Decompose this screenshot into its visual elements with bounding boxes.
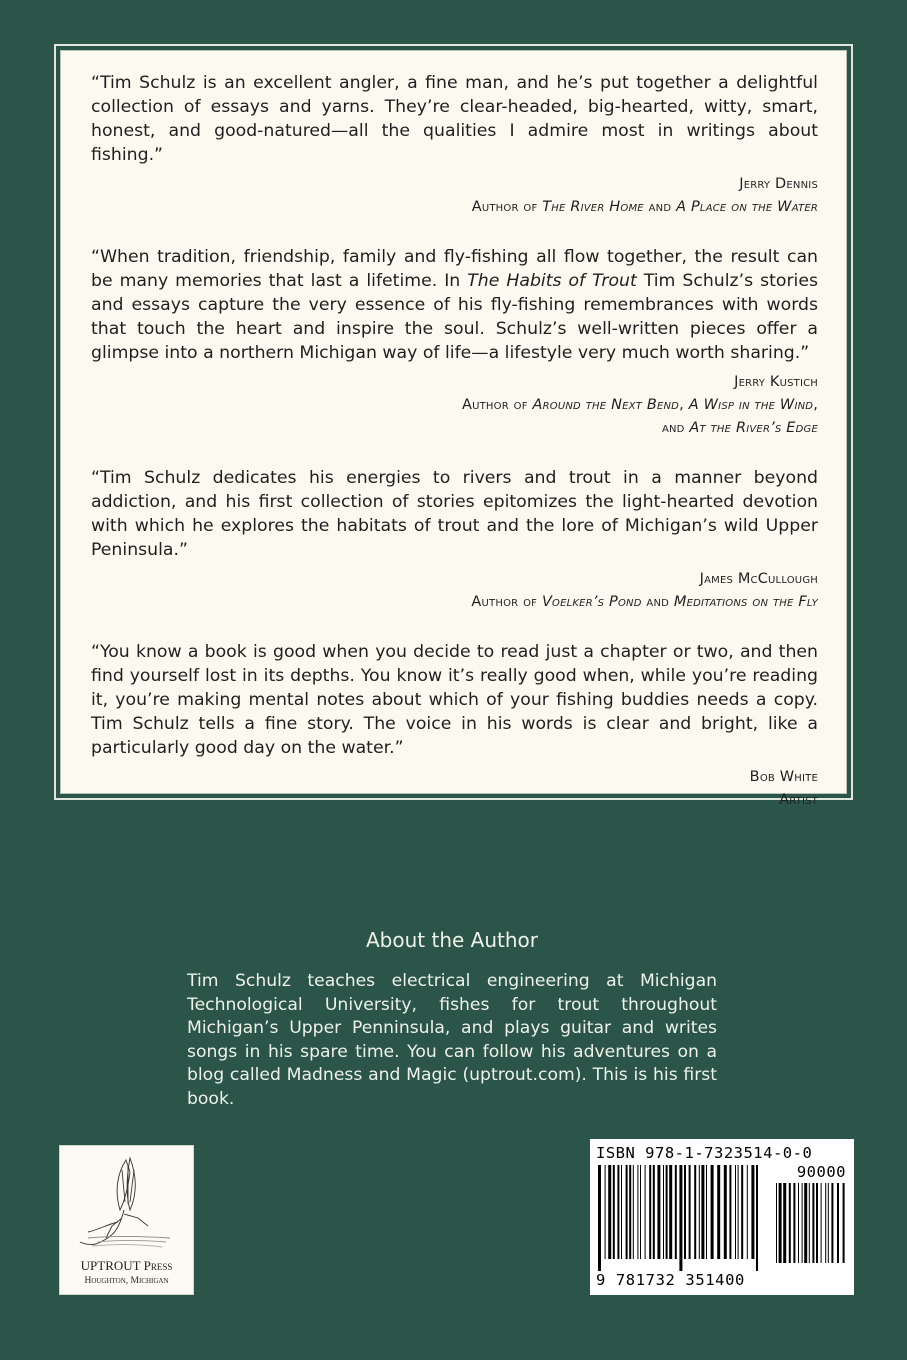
barcode-bar — [816, 1183, 818, 1263]
ean-digits: 9 781732 351400 — [596, 1271, 745, 1289]
barcode-bar — [706, 1165, 707, 1259]
barcode-bar — [809, 1183, 810, 1263]
blurb-mccullough — [91, 466, 818, 614]
credit-text: Author of — [461, 397, 533, 413]
blurb-white — [91, 640, 818, 812]
barcode-bar — [679, 1165, 682, 1271]
blurb-attribution — [91, 371, 818, 440]
barcode-bar — [776, 1183, 777, 1263]
barcode-bar — [804, 1183, 807, 1263]
barcode-bar — [653, 1165, 655, 1259]
about-author-section — [187, 928, 717, 1111]
credit-text: , — [679, 397, 689, 413]
mayfly-icon — [78, 1152, 176, 1252]
blurb-credit-line — [91, 196, 818, 219]
barcode-bar — [831, 1183, 833, 1263]
barcode-bar — [783, 1183, 786, 1263]
credit-text: Author of — [471, 594, 542, 610]
blurb-role: Artist — [779, 792, 818, 808]
barcode-bar — [699, 1165, 700, 1259]
barcode-bars — [596, 1165, 762, 1271]
barcode-bar — [711, 1165, 714, 1259]
barcode-bar — [717, 1165, 720, 1259]
barcode-bar — [605, 1165, 606, 1259]
barcode-bar — [694, 1165, 696, 1259]
barcode-bar — [741, 1165, 743, 1259]
credit-title: Voelker’s Pond — [541, 594, 642, 610]
blurb-credit-line — [91, 591, 818, 614]
publisher-location: Houghton, Michigan — [84, 1276, 169, 1286]
blurb-text-part: Tim Schulz’s stories and essays capture the very essence of his fly-fishing remembrances with words that touch the heart and inspire the soul. Schulz’s well-written pieces offer a glimpse into a northern Michigan way of life—a lifestyle very much worth sharing.” — [91, 271, 818, 363]
barcode-bar — [825, 1183, 826, 1263]
barcode-bar — [843, 1183, 845, 1263]
credit-text: , — [813, 397, 818, 413]
barcode-bar — [821, 1183, 822, 1263]
blurb-attribution — [91, 173, 818, 219]
barcode-addon-bars — [774, 1183, 846, 1275]
isbn-number: ISBN 978-1-7323514-0-0 — [596, 1144, 813, 1162]
barcode-bar — [684, 1165, 686, 1259]
barcode-bar — [617, 1165, 619, 1259]
barcode-bar — [645, 1165, 646, 1259]
credit-title: At the River’s Edge — [689, 420, 818, 436]
barcode-bar — [613, 1165, 615, 1259]
credit-text: and — [641, 594, 674, 610]
barcode-bar — [633, 1165, 634, 1259]
credit-text: and — [643, 199, 677, 215]
isbn-barcode — [590, 1139, 854, 1295]
barcode-bar — [701, 1165, 704, 1259]
blurb-dennis — [91, 71, 818, 219]
credit-text: Author of — [471, 199, 543, 215]
blurb-text: “Tim Schulz dedicates his energies to rivers and trout in a manner beyond addiction, and his first collection of stories epitomizes the light-hearted devotion with which he explores the habitats of trout and the lore of Michigan’s wild Upper Peninsula.” — [91, 468, 818, 560]
publisher-name: UPTROUT Press — [80, 1258, 173, 1273]
blurb-attribution — [91, 766, 818, 812]
barcode-bar — [626, 1165, 628, 1259]
barcode-bar — [756, 1165, 758, 1271]
barcode-bar — [828, 1183, 829, 1263]
barcode-bar — [779, 1183, 782, 1263]
blurb-credit-line — [91, 417, 818, 440]
blurb-text: “Tim Schulz is an excellent angler, a fine man, and he’s put together a delightful collection of essays and yarns. They’re clear-headed, big-hearted, witty, smart, honest, and good-natured—all the qualities I admire most in writings about fishing.” — [91, 73, 818, 165]
barcode-bar — [663, 1165, 664, 1259]
credit-title: A Wisp in the Wind — [688, 397, 814, 413]
barcode-bar — [837, 1183, 839, 1263]
barcode-bar — [729, 1165, 731, 1259]
credit-text: and — [661, 420, 690, 436]
barcode-bar — [793, 1183, 795, 1263]
blurb-text: “You know a book is good when you decide to read just a chapter or two, and then find yourself lost in its depths. You know it’s really good when, while you’re reading it, you’re making mental notes about which of your fishing buddies needs a copy. Tim Schulz tells a fine story. The voice in his words is clear and bright, like a particularly good day on the water.” — [91, 642, 818, 758]
barcode-bar — [621, 1165, 622, 1259]
barcode-bar — [812, 1183, 814, 1263]
blurbs-inner — [60, 50, 847, 808]
blurb-author: Jerry Kustich — [734, 374, 818, 390]
barcode-bar — [735, 1165, 736, 1259]
barcode-bar — [657, 1165, 660, 1259]
credit-title: Around the Next Bend — [532, 397, 680, 413]
barcode-bar — [608, 1165, 611, 1259]
about-heading: About the Author — [365, 928, 538, 952]
blurb-credit-line — [91, 394, 818, 417]
blurb-book-title: The Habits of Trout — [467, 271, 637, 291]
about-text: Tim Schulz teaches electrical engineering at Michigan Technological University, fishes for trout throughout Michigan’s Upper Penninsula, and plays guitar and writes songs in his spare time. You can follow his adventures on a blog called Madness and Magic (uptrout.com). This is his first book. — [187, 971, 717, 1109]
price-code: 90000 — [796, 1163, 846, 1181]
barcode-bar — [675, 1165, 677, 1259]
blurb-author: Jerry Dennis — [739, 176, 818, 192]
barcode-bar — [724, 1165, 727, 1259]
barcode-bar — [802, 1183, 803, 1263]
barcode-bar — [598, 1165, 601, 1271]
barcode-bar — [789, 1183, 791, 1263]
barcode-bar — [689, 1165, 691, 1259]
barcode-bar — [751, 1165, 754, 1259]
credit-title: Meditations on the Fly — [673, 594, 818, 610]
barcode-bar — [738, 1165, 739, 1259]
credit-title: A Place on the Water — [676, 199, 818, 215]
blurb-attribution — [91, 568, 818, 614]
barcode-bar — [649, 1165, 651, 1259]
barcode-bar — [629, 1165, 631, 1259]
blurbs-panel — [54, 44, 853, 808]
barcode-bar — [669, 1165, 672, 1259]
barcode-bar — [747, 1165, 748, 1259]
blurb-kustich — [91, 245, 818, 440]
barcode-bar — [640, 1165, 641, 1259]
barcode-bar — [666, 1165, 668, 1259]
blurb-text — [91, 245, 818, 365]
credit-title: The River Home — [542, 199, 644, 215]
barcode-bar — [798, 1183, 799, 1263]
publisher-logo — [59, 1145, 194, 1295]
barcode-bar — [637, 1165, 638, 1259]
blurb-author: Bob White — [749, 769, 818, 785]
blurb-author: James McCullough — [699, 571, 818, 587]
blurb-text-part: “When tradition, friendship, family and fly-fishing all flow together, the result can be many memories that last a lifetime. In — [91, 247, 818, 291]
